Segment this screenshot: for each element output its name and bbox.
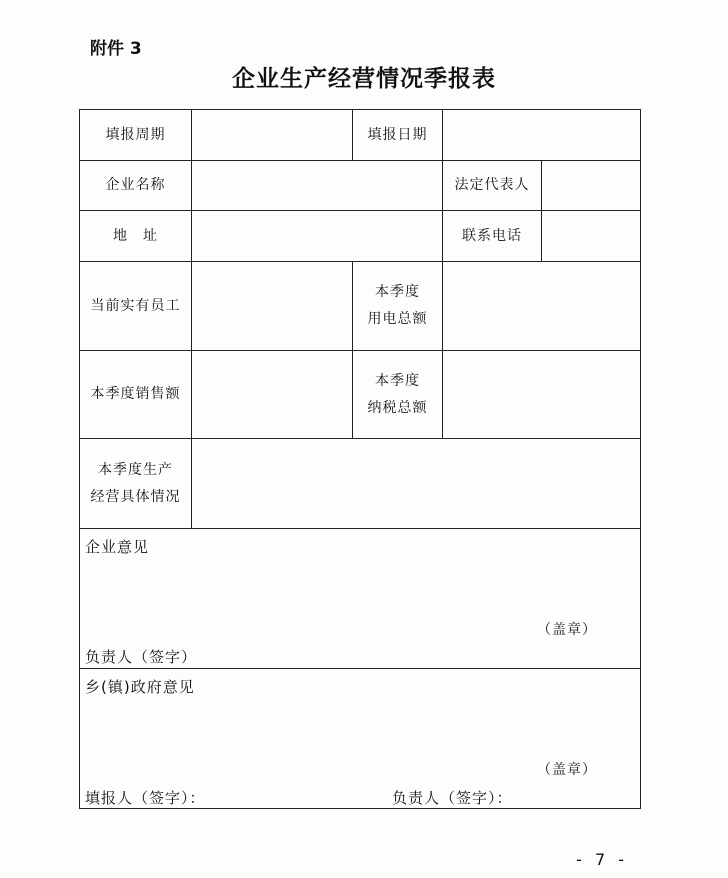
employees-field[interactable] xyxy=(193,262,352,350)
form-title: 企业生产经营情况季报表 xyxy=(232,65,496,92)
table-border-bottom xyxy=(79,808,641,809)
fill-date-label: 填报日期 xyxy=(367,126,428,143)
sales-label: 本季度销售额 xyxy=(90,386,181,403)
tax-field[interactable] xyxy=(444,351,640,438)
employees-label: 当前实有员工 xyxy=(90,297,181,314)
company-name-label: 企业名称 xyxy=(105,177,166,194)
attachment-label: 附件 3 xyxy=(90,39,142,59)
fill-date-field[interactable] xyxy=(444,110,640,160)
township-opinion-label: 乡(镇)政府意见 xyxy=(85,678,195,696)
electricity-field[interactable] xyxy=(444,262,640,350)
electricity-label: 本季度 用电总额 xyxy=(367,284,428,327)
address-field[interactable] xyxy=(193,211,442,261)
responsible-signature-label: 负责人（签字） xyxy=(85,648,198,666)
table-border-right xyxy=(640,109,641,809)
tax-label: 本季度 纳税总额 xyxy=(367,372,428,416)
page-number: - 7 - xyxy=(576,850,628,869)
production-field[interactable] xyxy=(193,439,640,528)
filler-signature-label: 填报人（签字）： xyxy=(85,789,206,807)
address-label: 地 址 xyxy=(113,227,158,244)
legal-rep-field[interactable] xyxy=(543,161,640,210)
production-label: 本季度生产 经营具体情况 xyxy=(90,461,181,505)
fill-period-field[interactable] xyxy=(193,110,352,160)
company-seal-label: （盖章） xyxy=(537,622,597,638)
legal-rep-label: 法定代表人 xyxy=(454,177,530,194)
company-opinion-label: 企业意见 xyxy=(85,538,150,556)
phone-field[interactable] xyxy=(543,211,640,261)
responsible-signature-label-2: 负责人（签字）： xyxy=(392,789,513,807)
company-name-field[interactable] xyxy=(193,161,442,210)
township-seal-label: （盖章） xyxy=(537,762,597,778)
fill-period-label: 填报周期 xyxy=(105,126,166,143)
sales-field[interactable] xyxy=(193,351,352,438)
phone-label: 联系电话 xyxy=(462,227,522,244)
